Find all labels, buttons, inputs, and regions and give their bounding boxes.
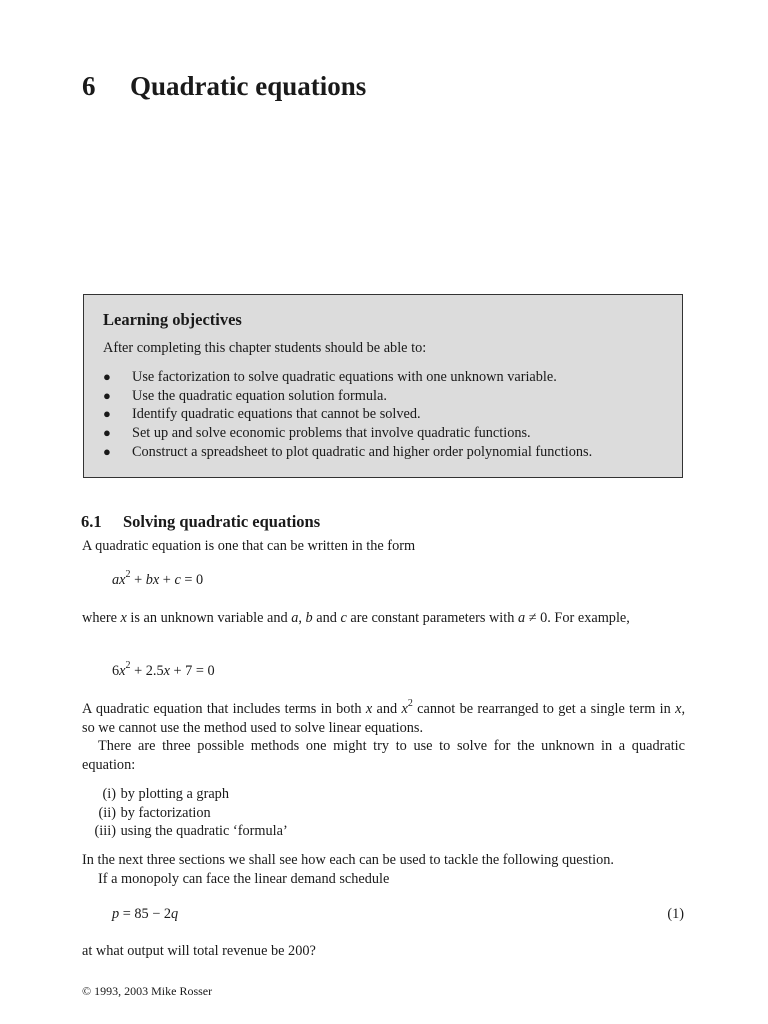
math-variable: x (120, 610, 127, 626)
text-run: , so we cannot use the method used to solve linear equations. (82, 701, 686, 736)
text-run: + 7 = 0 (169, 663, 215, 679)
chapter-title-text: Quadratic equations (130, 71, 367, 101)
method-text: using the quadratic ‘formula’ (120, 823, 288, 840)
exponent: 2 (125, 660, 131, 671)
text-run: are constant parameters with (346, 610, 518, 626)
objective-item (103, 387, 592, 406)
math-variable: a (517, 610, 526, 626)
bullet-icon: ● (103, 387, 111, 403)
text-run: where (82, 610, 121, 626)
objectives-intro: After completing this chapter students should be able to: (103, 340, 427, 356)
math-variable: x (401, 701, 408, 717)
text-run: is an unknown variable and (126, 610, 292, 626)
math-variable: q (171, 906, 179, 922)
equation-demand (112, 906, 178, 923)
text-run: A quadratic equation is one that can be written in the form (82, 538, 416, 554)
paragraph-where (82, 609, 685, 628)
math-variable: x (675, 701, 682, 717)
paragraph-question (82, 942, 685, 961)
text-run: ≠ 0. For example, (525, 610, 630, 626)
math-variable: x (163, 663, 170, 679)
math-variable: bx (145, 572, 160, 588)
objective-text: Use the quadratic equation solution formula. (132, 387, 387, 404)
paragraph-intro (82, 537, 685, 556)
math-variable: p (112, 906, 120, 922)
math-variable: c (174, 572, 181, 588)
text-run: at what output will total revenue be 200? (82, 943, 316, 959)
paragraph-next-sections (82, 851, 685, 870)
bullet-icon: ● (103, 369, 111, 384)
method-item (82, 804, 288, 823)
text-run: + (159, 572, 175, 588)
method-text: by plotting a graph (120, 786, 229, 802)
exponent: 2 (407, 698, 413, 709)
paragraph-methods (82, 737, 685, 774)
paragraph-linear (82, 700, 685, 737)
text-run: In the next three sections we shall see how each can be used to tackle the following question. (82, 852, 614, 868)
paragraph-monopoly (82, 870, 685, 889)
text-run: cannot be rearranged to get a single term in (412, 701, 676, 717)
objective-item (103, 443, 592, 462)
text-run: A quadratic equation that includes terms in both (82, 701, 366, 717)
exponent: 2 (125, 569, 131, 580)
method-label: (iii) (94, 823, 116, 840)
objective-text: Construct a spreadsheet to plot quadratic and higher order polynomial functions. (132, 443, 593, 460)
section-number: 6.1 (81, 512, 102, 531)
objective-text: Use factorization to solve quadratic equations with one unknown variable. (132, 369, 557, 385)
math-variable: a (291, 610, 299, 626)
math-variable: c (340, 610, 347, 626)
objectives-list (103, 368, 592, 461)
chapter-number: 6 (82, 71, 96, 101)
math-variable: b (305, 610, 313, 626)
method-label: (ii) (98, 804, 116, 821)
math-variable: x (119, 663, 126, 679)
method-text: by factorization (120, 804, 211, 821)
math-variable: ax (112, 572, 126, 588)
bullet-icon: ● (103, 425, 111, 441)
objective-text: Set up and solve economic problems that involve quadratic functions. (132, 425, 531, 442)
method-item (82, 822, 288, 841)
method-label: (i) (102, 786, 116, 802)
text-run: = 85 − 2 (119, 906, 172, 922)
text-run: If a monopoly can face the linear demand schedule (98, 871, 390, 887)
equation-number: (1) (667, 906, 684, 922)
equation-general-form (112, 569, 204, 589)
objectives-heading: Learning objectives (103, 310, 242, 329)
methods-list (82, 785, 288, 841)
copyright-footer: © 1993, 2003 Mike Rosser (82, 984, 213, 998)
equation-example (112, 660, 215, 680)
chapter-title (82, 71, 366, 102)
text-run: + (130, 572, 146, 588)
text-run: + 2.5 (130, 663, 164, 679)
bullet-icon: ● (103, 443, 111, 459)
text-run: and (372, 701, 402, 717)
math-variable: x (365, 701, 373, 717)
text-run: and (312, 610, 341, 626)
bullet-icon: ● (103, 406, 111, 422)
text-run: , (298, 610, 306, 626)
objective-text: Identify quadratic equations that cannot be solved. (132, 406, 421, 423)
objective-item (103, 405, 592, 424)
section-heading (81, 512, 320, 532)
method-item (82, 785, 288, 804)
objective-item (103, 368, 592, 387)
objective-item (103, 424, 592, 443)
text-run: = 0 (180, 572, 204, 588)
section-title: Solving quadratic equations (123, 512, 321, 531)
text-run: 6 (112, 663, 120, 679)
learning-objectives-box (83, 294, 683, 478)
text-run: There are three possible methods one might try to use to solve for the unknown in a quadratic equation: (82, 738, 685, 773)
